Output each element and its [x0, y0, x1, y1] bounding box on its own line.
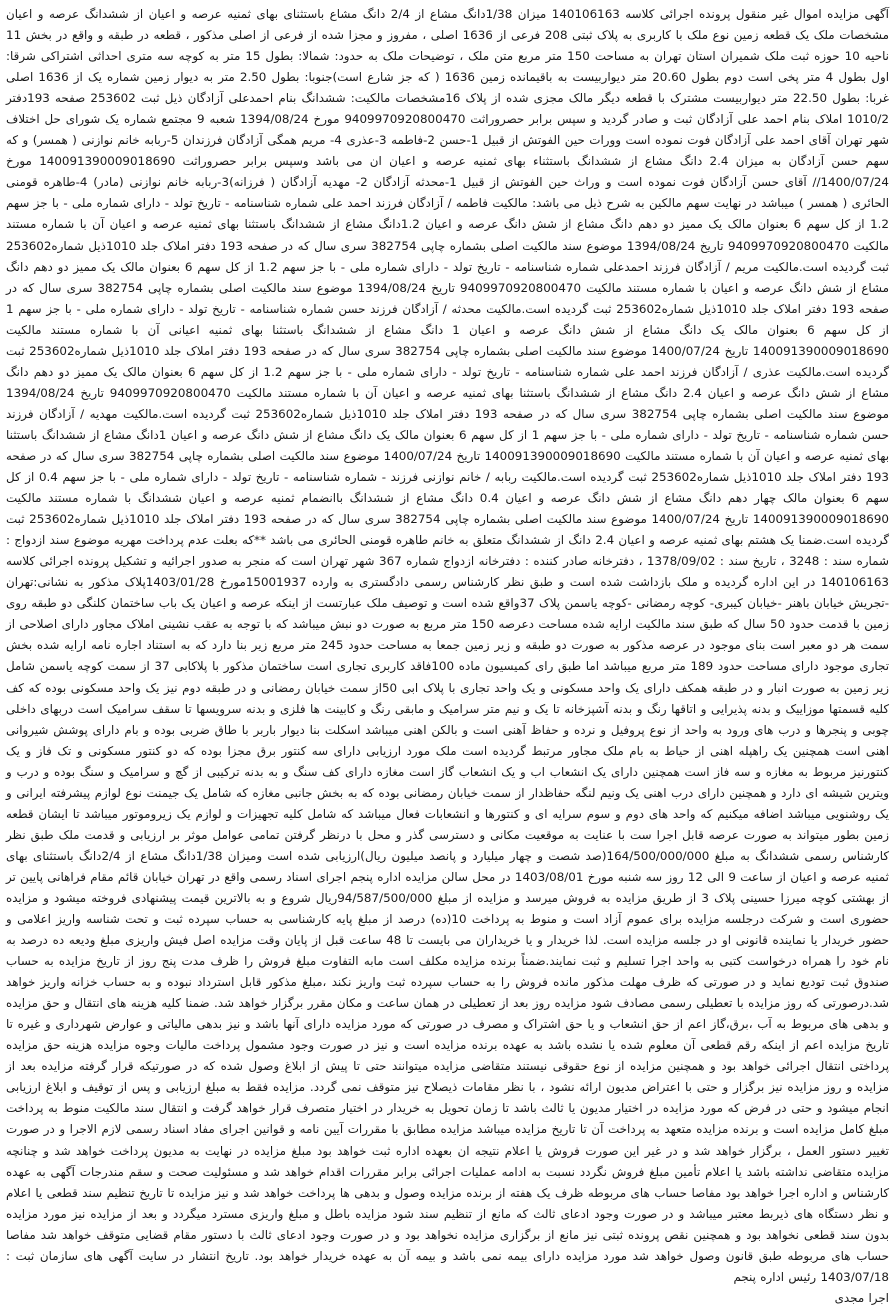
auction-notice: [6, 4, 890, 1305]
notice-signature: اجرا مجدی: [834, 1290, 889, 1305]
notice-body: آگهی مزایده اموال غیر منقول پرونده اجرائی کلاسه 140106163 میزان 1/38دانگ مشاع از 2/4 دانگ مشاع باستثنای بهای ثمنیه عرصه و اعیان از ششدانگ عرصه و اعیان مشخصات ملک یک قطعه زمین نوع ملک با کاربری به پلاک ثبتی 208 فرعی از 1636 اصلی ، مفروز و مجزا شده از فرعی از اصلی مذکور ، قطعه در طبقه و واقع در بخش 11 ناحیه 10 حوزه ثبت ملک شمیران استان تهران به مساحت 150 متر مربع متن ملک ، توضیحات ملک به حدود: شمالا: بطول 15 متر به کوچه سه متری احداثی اشتراکی شرقا: اول بطول 4 متر پخی است دوم بطول 20.60 متر دیواربیست به باقیمانده زمین 1636 ( که جز شارع است)جنوبا: بطول 2.50 متر به دیوار زمین شماره یک از 1636 اصلی غربا: بطول 22.50 متر دیواربیست مشترک با قطعه دیگر مالک مجزی شده از پلاک 16مشخصات مالکیت: ششدانگ بنام احمدعلی آزادگان ذیل ثبت 253602 صفحه 193دفتر 1010/2 املاک بنام احمد علی آزادگان ثبت و صادر گردید و سپس برابر حصروراثت 9409970920800470 مورخ 1394/08/24 شعبه 9 مجتمع شماره یک شورای حل اختلاف شهر تهران آقای احمد علی آزادگان فوت نموده است وورات حین الفوتش از قبیل 1-حسن 2-فاطمه 3-عذری 4- مریم همگی آزادگان فرزندان 5-ربابه خانم نوازنی ( همسر) و که سهم حسن آزادگان به میزان 2.4 دانگ مشاع از ششدانگ باستثناء بهای ثمنیه عرصه و اعیان ان می باشد وسپس برابر حصروراثت 140091390009018690 مورخ 1400/07/24// آقای حسن آزادگان فوت نموده است و وراث حین الفوتش از قبیل 1-محدثه آزادگان 2- مهدیه آزادگان ( فرزانه)3-ربابه خانم نوازنی (مادر) 4-طاهره قومنی الحائری ( همسر ) میباشد در نهایت سهم مالکین به شرح ذیل می باشد: مالکیت فاطمه / آزادگان فرزند احمد علی شماره شناسنامه - تاریخ تولد - دارای شماره ملی - با جز سهم 1.2 از کل سهم 6 بعنوان مالک یک ممیز دو دهم دانگ مشاع از شش دانگ عرصه و اعیان 1.2دانگ مشاع از ششدانگ باستثنا بهای ثمنیه عرصه و اعیان آن با شماره مستند مالکیت 9409970920800470 تاریخ 1394/08/24 موضوع سند مالکیت اصلی بشماره چاپی 382754 سری سال که در صفحه 193 دفتر املاک جلد 1010ذیل شماره253602 ثبت گردیده است.مالکیت مریم / آزادگان فرزند احمدعلی شماره شناسنامه - تاریخ تولد - دارای شماره ملی - با جز سهم 1.2 از کل سهم 6 بعنوان مالک یک ممیز دو دهم دانگ مشاع از شش دانگ عرصه و اعیان با شماره مستند مالکیت 9409970920800470 تاریخ 1394/08/24 موضوع سند مالکیت اصلی بشماره چاپی 382754 سری سال که در صفحه 193 دفتر املاک جلد 1010ذیل شماره253602 ثبت گردیده است.مالکیت محدثه / آزادگان فرزند حسن شماره شناسنامه - تاریخ تولد - دارای شماره ملی - با جز سهم 1 از کل سهم 6 بعنوان مالک یک دانگ مشاع از شش دانگ عرصه و اعیان 1 دانگ مشاع از ششدانگ باستثنا بهای ثمنیه اعیانی آن با شماره مستند مالکیت 140091390009018690 تاریخ 1400/07/24 موضوع سند مالکیت اصلی بشماره چاپی 382754 سری سال که در صفحه 193 دفتر املاک جلد 1010ذیل شماره253602 ثبت گردیده است.مالکیت عذری / آزادگان فرزند احمد علی شماره شناسنامه - تاریخ تولد - دارای شماره ملی - با جز سهم 1.2 از کل سهم 6 بعنوان مالک یک ممیز دو دهم دانگ مشاع از شش دانگ عرصه و اعیان 2.4 دانگ مشاع از ششدانگ باستثنا بهای ثمنیه عرصه و اعیان آن با شماره مستند مالکیت 9409970920800470 تاریخ 1394/08/24 موضوع سند مالکیت اصلی بشماره چاپی 382754 سری سال که در صفحه 193 دفتر املاک جلد 1010ذیل شماره253602 ثبت گردیده است.مالکیت مهدیه / آزادگان فرزند حسن شماره شناسنامه - تاریخ تولد - دارای شماره ملی - با جز سهم 1 از کل سهم 6 بعنوان مالک یک دانگ مشاع از شش دانگ عرصه و اعیان 1دانگ مشاع از ششدانگ باستثنا بهای ثمنیه عرصه و اعیان آن با شماره مستند مالکیت 140091390009018690 تاریخ 1400/07/24 موضوع سند مالکیت اصلی بشماره چاپی 382754 سری سال که در صفحه 193 دفتر املاک جلد 1010ذیل شماره253602 ثبت گردیده است.مالکیت ربابه / خانم نوازنی فرزند - شماره شناسنامه - تاریخ تولد - دارای شماره ملی - با جز سهم 0.4 از کل سهم 6 بعنوان مالک چهار دهم دانگ مشاع از شش دانگ عرصه و اعیان 0.4 دانگ مشاع از ششدانگ باانضمام ثمنیه عرصه و اعیان ششدانگ با شماره مستند مالکیت 140091390009018690 تاریخ 1400/07/24 موضوع سند مالکیت اصلی بشماره چاپی 382754 سری سال که در صفحه 193 دفتر املاک جلد 1010ذیل شماره253602 ثبت گردیده است.ضمنا یک هشتم بهای ثمنیه عرصه و اعیان 2.4 دانگ از ششدانگ متعلق به خانم طاهره قومنی الحائری می باشد **که بعلت عدم پرداخت مهریه موضوع سند ازدواج : شماره سند : 3248 ، تاریخ سند : 1378/09/02 ، دفترخانه صادر کننده : دفترخانه ازدواج شماره 367 شهر تهران است که منجر به صدور اجرائیه و تشکیل پرونده اجرائی کلاسه 140106163 در این اداره گردیده و ملک بازداشت شده است و طبق نظر کارشناس رسمی دادگستری به وارده 15001937مورخ 1403/01/28پلاک مذکور به نشانی:تهران -تجریش خیابان باهنر -خیابان کیبری- کوچه رمضانی -کوچه یاسمن پلاک 37واقع شده است و توصیف ملک عبارتست از اینکه عرصه و اعیان یک باب ساختمان کلنگی دو طبقه روی زمین با قدمت حدود 50 سال که طبق سند مالکیت ارایه شده مساحت دعرصه 150 متر مربع به صورت دو نبش میباشد که با توجه به عقب نشینی املاک مجاور دارای اصلاحی از سمت هر دو معبر است بنای موجود در عرصه مذکور به صورت دو طبقه و زیر زمین جمعا به مساحت حدود 245 متر مربع زیر بنا دارد که به استناد اجاره نامه ارایه شده بخش تجاری موجود دارای مساحت حدود 189 متر مربع میباشد اما طبق رای کمیسیون ماده 100فاقد کاربری تجاری است ساختمان مذکور با پلاکابی 37 از سمت کوچه یاسمن شامل زیر زمین به صورت انبار و در طبقه همکف دارای یک واحد مسکونی و یک واحد تجاری با پلاک ابی 50از سمت خیابان رمضانی و در طبقه دوم نیز یک واحد مسکونی بوده که کف کلیه قسمتها موزاییک و بدنه پذیرایی و اتاقها رنگ و بدنه آشپزخانه تا یک و نیم متر سرامیک و مابقی رنگ و کابینت ها فلزی و بدنه سرویسها تا سقف سرامیک است دربهای داخلی چوبی و پنجرها و درب های ورود به واحد از نوع پروفیل و نرده و حفاظ آهنی است و بالکن اهنی میباشد اسکلت بنا دیوار باربر با طاق ضربی بوده و بام دارای پوشش شیروانی اهنی است همچنین یک راهپله اهنی از حیاط به بام ملک مجاور مرتبط گردیده است ملک مورد ارزیابی دارای سه کنتور برق مجزا بوده که دو کنتور مسکونی و تک فاز و یک کنتورنیز مربوط به مغازه و سه فاز است همچنین دارای یک انشعاب اب و یک انشعاب گاز است مغازه دارای کف سنگ و به بدنه ترکیبی از گچ و سرامیک و سنگ بوده و درب و ویترین شیشه ای دارد و همچنین دارای درب اهنی یک ونیم لنگه حفاظدار از سمت خیابان رمضانی بوده که به بخش جانبی مغازه که شامل یک جیمنت نوع لوازم پیشرفته ایرانی و یک روشنویی میباشد اضافه میکنیم که واحد های دوم و سوم سرایه ای و کنتورها و انشعابات فعال میباشد که شامل کلیه تجهیزات و لوازم یک زیروموتور میباشد تا ایشان قطعه زمین بطور میتواند به صورت عرصه قابل اجرا ست با عنایت به موقعیت مکانی و دسترسی گذر و محل با درنظر گرفتن تمامی عوامل موثر بر ارزیابی و قدمت ملک طبق نظر کارشناس رسمی ششدانگ به مبلغ 164/500/000/000(صد شصت و چهار میلیارد و پانصد میلیون ریال)ارزیابی شده است ومیزان 1/38دانگ مشاع از 2/4دانگ باستثنای بهای ثمنیه عرصه و اعیان از ساعت 9 الی 12 روز سه شنبه مورخ 1403/08/01 در محل سالن مزایده اداره پنجم اجرای اسناد رسمی واقع در تهران خیابان قائم مقام فراهانی پایین تر از بهشتی کوچه میرزا حسینی پلاک 3 از طریق مزایده به فروش میرسد و مزایده از مبلغ 94/587/500/000ریال شروع و به بالاترین قیمت پیشنهادی فروخته میشود و مزایده حضوری است و شرکت درجلسه مزایده برای عموم آزاد است و منوط به پرداخت 10(ده) درصد از مبلغ پایه کارشناسی به حساب سپرده ثبت و تحت شناسه واریز اعلامی و حضور خریدار یا نماینده قانونی او در جلسه مزایده است. لذا خریدار و یا خریداران می بایست تا 48 ساعت قبل از پایان وقت مزایده اصل فیش واریزی مبلغ ودیعه ده درصد به نام خود را همراه درخواست کتبی به واحد اجرا تسلیم و ثبت نمایند.ضمناً برنده مزایده مکلف است مابه التفاوت مبلغ فروش را ظرف مدت پنج روز از تاریخ مزایده به حساب صندوق ثبت تودیع نماید و در صورتی که ظرف مهلت مذکور مانده فروش را به حساب سپرده ثبت واریز نکند ،مبلغ مذکور قابل استرداد نبوده و به حساب خزانه واریز خواهد شد.درصورتی که روز مزایده با تعطیلی رسمی مصادف شود مزایده روز بعد از تعطیلی در همان ساعت و مکان مقرر برگزار خواهد شد. ضمنا کلیه هزینه های انتقال و حق مزایده و بدهی های مربوط به آب ،برق،گاز اعم از حق انشعاب و یا حق اشتراک و مصرف در صورتی که مورد مزایده دارای آنها باشد و نیز بدهی مالیاتی و عوارض شهرداری و غیره تا تاریخ مزایده اعم از اینکه رقم قطعی آن معلوم شده یا نشده باشد به عهده برنده مزایده است و نیز در صورت وجود مشمول پرداخت مالیات وجوه مزایده هزینه حق مزایده پرداختی انتقال اجرائی خواهد بود و همچنین مزایده از نوع حقوقی نیستند متقاضی مزایده میتوانند حتی تا پیش از ابلاغ وصول شده که در صورتیکه قرار گرفته مزایده بعد از مزایده و روز مزایده نیز برگزار و حتی با اعتراض مدیون ارائه نشود ، با نظر مقامات ذیصلاح نیز متوقف نمی گردد. مزایده فقط به مبلغ ارزیابی و پس از توقیف و ابلاغ ارزیابی انجام میشود و حتی در فرض که مورد مزایده در اختیار مدیون یا ثالث باشد تا زمان تحویل به خریدار در اختیار متصرف قرار خواهد گرفت و انتقال سند مالکیت منوط به پرداخت مبلغ کامل مزایده است و برنده مزایده متعهد به پرداخت آن تا تاریخ مزایده میباشد مزایده مطابق با مقررات آیین نامه و قوانین اجرای مفاد اسناد رسمی لازم الاجرا و در صورت تغییر دستور العمل ، برگزار خواهد شد و در غیر این صورت فروش یا اعلام نتیجه ان بعهده اداره ثبت خواهد بود مبلغ مزایده در نهایت به مدیون پرداخت خواهد شد و چنانچه مزایده متقاضی نداشته باشد یا اعلام تأمین مبلغ فروش نگردد نسبت به ادامه عملیات اجرائی برابر مقررات اقدام خواهد شد و مسئولیت صحت و سقم مندرجات آگهی به عهده کارشناس و اداره اجرا خواهد بود مفاصا حساب های مربوطه ظرف یک هفته از برنده مزایده وصول و بدهی ها پرداخت خواهد شد و نیز مزایده تا تاریخ تنظیم سند قطعی یا اعلام و نظر دستگاه های ذیربط معتبر میباشد و در صورت وجود ادعای ثالث که مانع از تنظیم سند شود مزایده باطل و مبلغ واریزی مسترد میگردد و بعد از مزایده نیز مورد مزایده بدون سند قطعی نخواهد بود و همچنین نقص پرونده ثبتی نیز مانع از برگزاری مزایده نخواهد بود و در صورت وجود ادعای ثالث با دستور مقام قضایی متوقف خواهد شد مفاصا حساب های مربوطه طبق قانون وصول خواهد شد مورد مزایده دارای بیمه نمی باشد و بیمه آن به عهده خریدار خواهد بود. تاریخ انتشار در سایت آگهی های سازمان ثبت : 1403/07/18 رئیس اداره پنجم: [6, 7, 890, 1284]
